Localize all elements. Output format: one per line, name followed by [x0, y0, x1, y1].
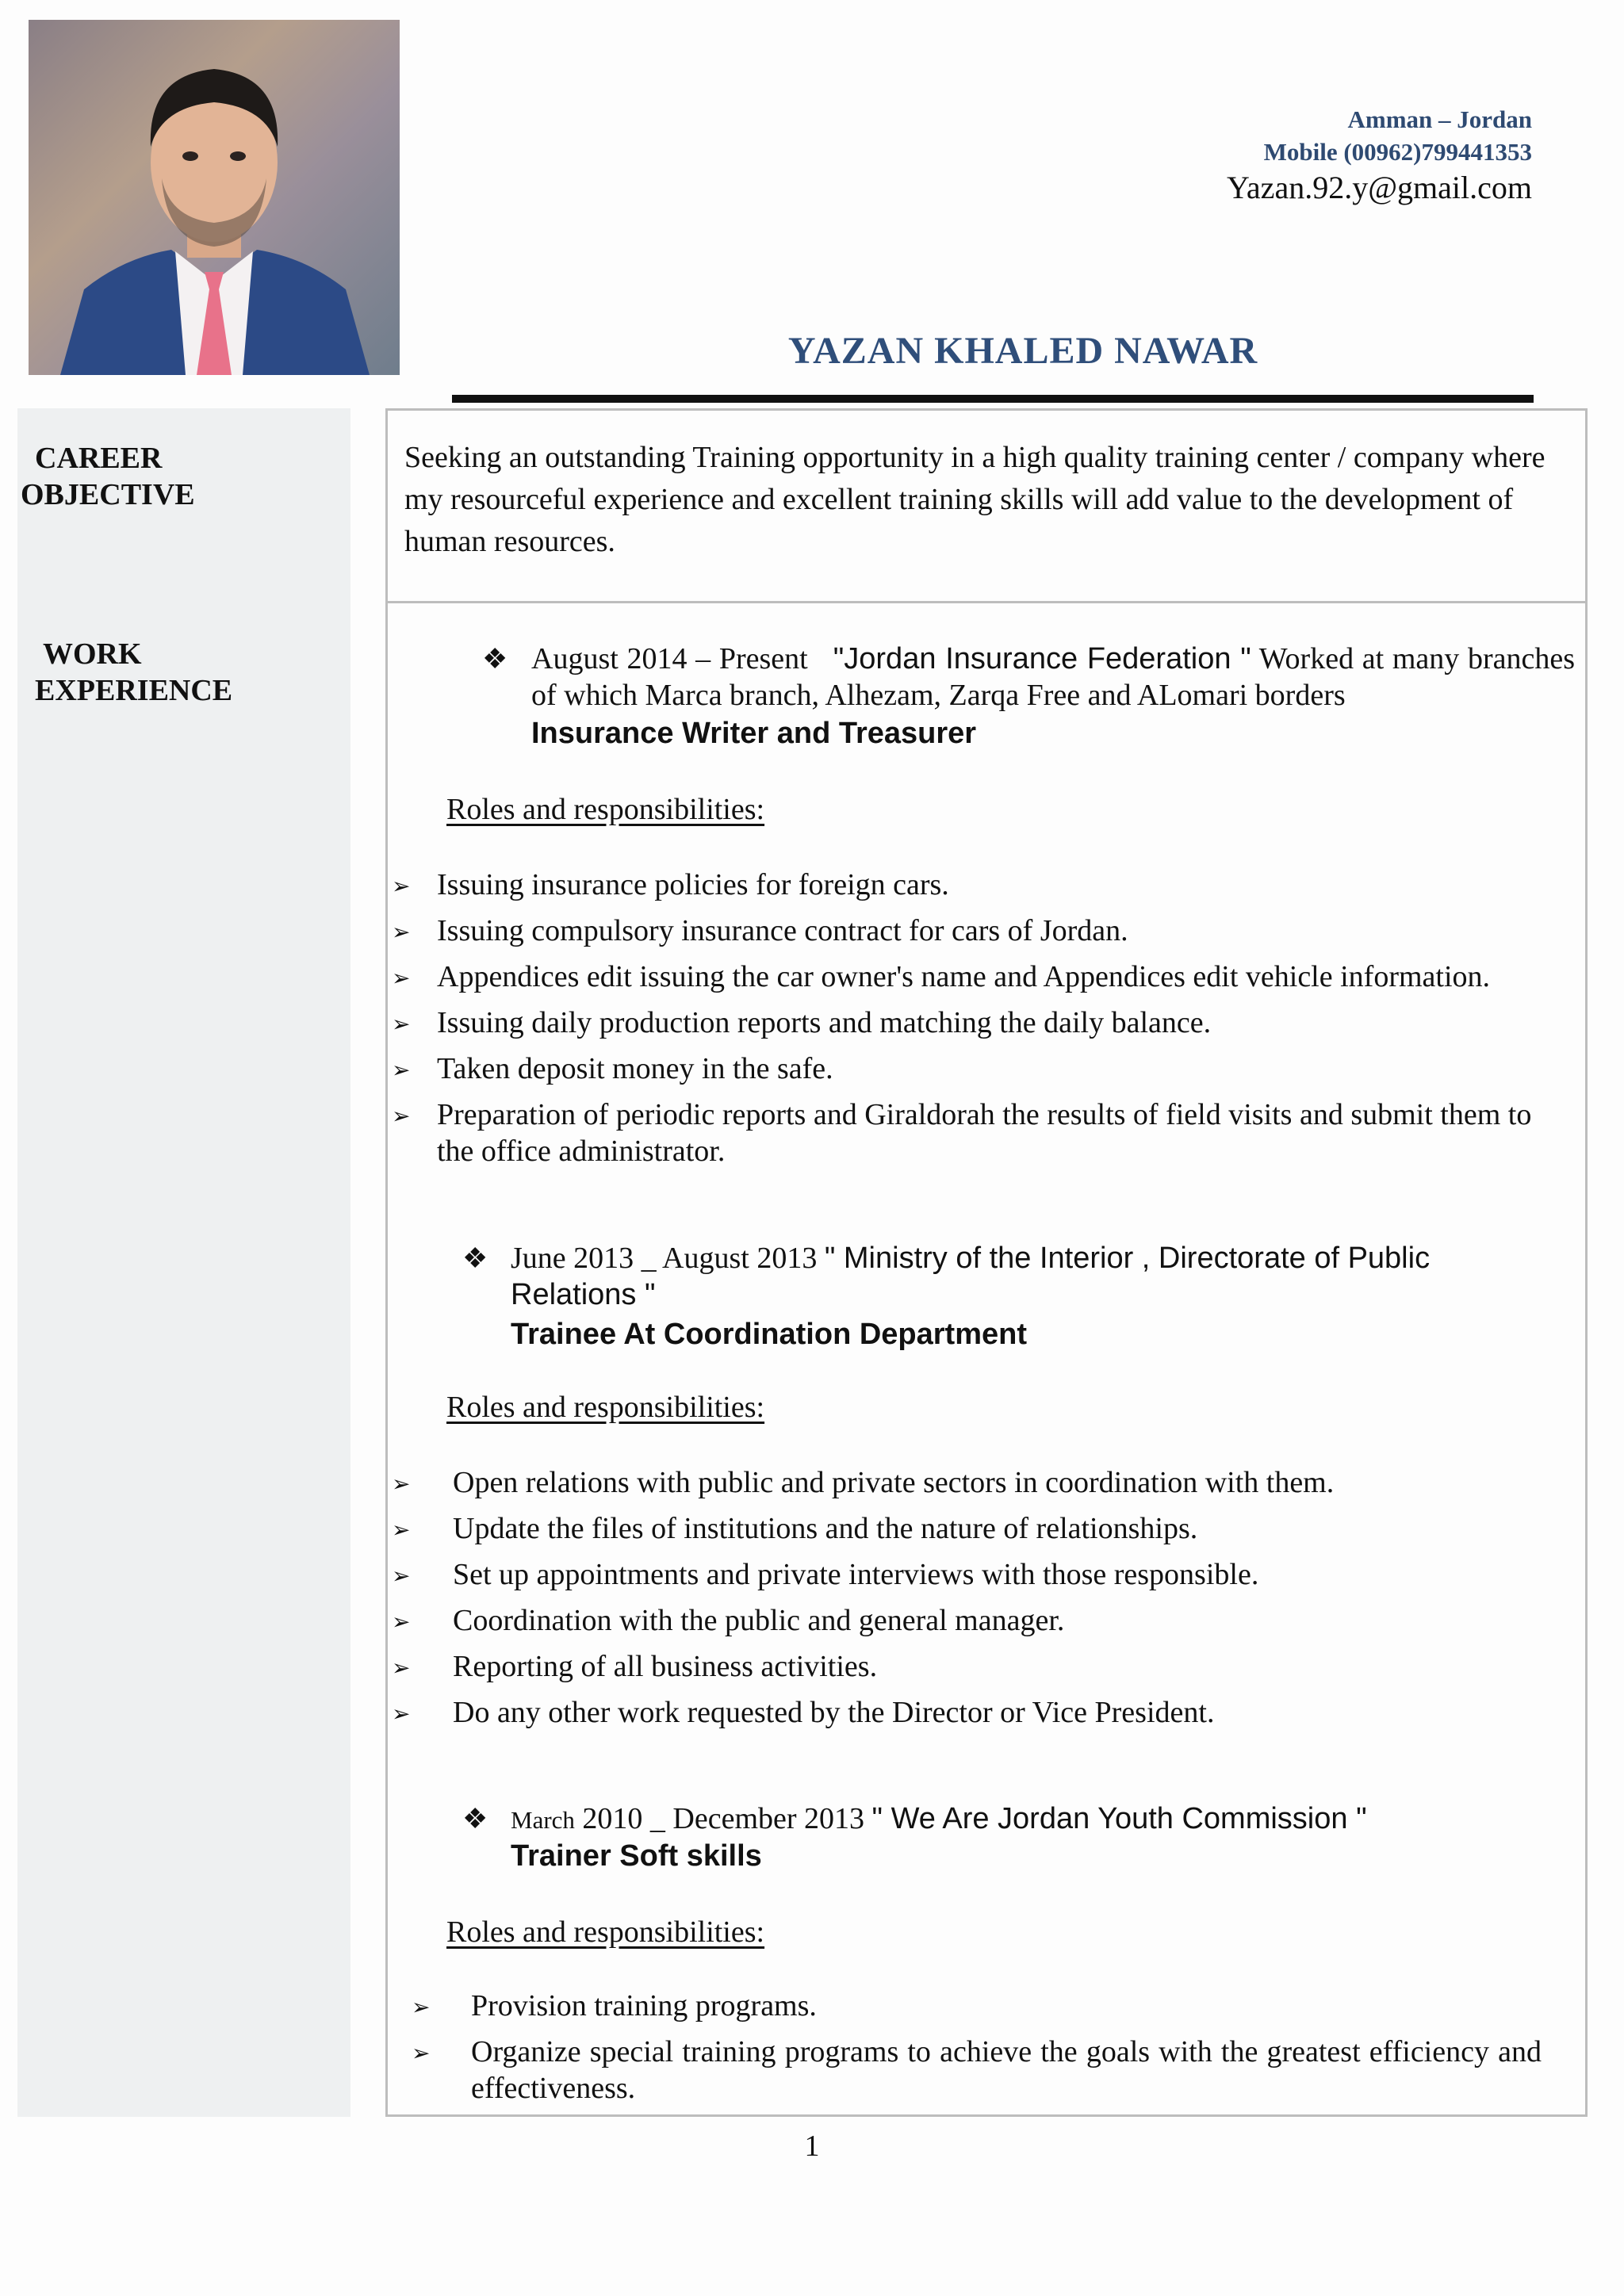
- job-2-org: " Ministry of the Interior , Directorate of Public Relations ": [511, 1242, 1431, 1311]
- list-item: ➢ Reporting of all business activities.: [392, 1648, 1534, 1685]
- person-silhouette-icon: [29, 20, 400, 375]
- list-item: ➢ Issuing daily production reports and matching the daily balance.: [392, 1004, 1534, 1041]
- arrowhead-bullet-icon: ➢: [392, 873, 411, 899]
- arrowhead-bullet-icon: ➢: [392, 1517, 411, 1543]
- list-item: ➢ Open relations with public and private sectors in coordination with them.: [392, 1464, 1534, 1501]
- diamond-bullet-icon: ❖: [462, 1803, 488, 1835]
- job-2-dates: June 2013 _ August 2013: [511, 1242, 818, 1275]
- job-2-bullets: [392, 1464, 1534, 1740]
- profile-photo: [29, 20, 400, 375]
- list-item: ➢ Set up appointments and private interviews with those responsible.: [392, 1556, 1534, 1593]
- job-3-dates: 2010 _ December 2013: [582, 1802, 865, 1835]
- arrowhead-bullet-icon: ➢: [392, 1011, 411, 1037]
- list-item: ➢ Do any other work requested by the Director or Vice President.: [392, 1694, 1534, 1731]
- arrowhead-bullet-icon: ➢: [392, 1563, 411, 1589]
- job-1-org: "Jordan Insurance Federation ": [833, 642, 1251, 675]
- job-3-org: " We Are Jordan Youth Commission ": [871, 1802, 1367, 1835]
- email-text: Yazan.92.y@gmail.com: [1227, 170, 1532, 205]
- job-3-bullets: [412, 1988, 1542, 2116]
- work-experience-label: [43, 636, 142, 672]
- job-3-header: [511, 1800, 1542, 1839]
- list-item: ➢ Preparation of periodic reports and Giraldorah the results of field visits and submit them to the office administrator.: [392, 1098, 1532, 1168]
- section-divider: [385, 601, 1588, 603]
- list-item: ➢ Update the files of institutions and the nature of relationships.: [392, 1510, 1534, 1547]
- job-3-title: Trainer Soft skills: [511, 1839, 762, 1873]
- list-item: ➢ Appendices edit issuing the car owner's name and Appendices edit vehicle information.: [392, 959, 1534, 995]
- job-3-roles-heading: Roles and responsibilities:: [446, 1915, 765, 1949]
- work-label-line1: WORK: [43, 637, 142, 671]
- career-objective-label: [35, 440, 162, 476]
- diamond-bullet-icon: ❖: [482, 643, 508, 675]
- job-2-title: Trainee At Coordination Department: [511, 1318, 1027, 1351]
- career-objective-label-2: [21, 476, 195, 513]
- objective-text: Seeking an outstanding Training opportunity in a high quality training center / company where my resourceful experience and excellent training skills will add value to the development of human resources.: [404, 441, 1545, 558]
- arrowhead-bullet-icon: ➢: [392, 1655, 411, 1681]
- work-experience-label-2: [35, 672, 232, 709]
- arrowhead-bullet-icon: ➢: [392, 1057, 411, 1083]
- location-text: Amman – Jordan: [1347, 105, 1532, 133]
- job-1-detail: Worked at many branches of which Marca branch, Alhezam, Zarqa Free and ALomari borders: [531, 642, 1576, 712]
- career-label-line1: CAREER: [35, 442, 163, 475]
- job-2-header: [511, 1240, 1542, 1313]
- arrowhead-bullet-icon: ➢: [412, 2040, 431, 2066]
- list-item: ➢ Organize special training programs to achieve the goals with the greatest efficiency and effectiveness.: [412, 2035, 1542, 2105]
- job-1-bullets: [392, 867, 1534, 1179]
- list-item: ➢ Issuing insurance policies for foreign cars.: [392, 867, 1534, 903]
- page-number: 1: [804, 2130, 820, 2163]
- arrowhead-bullet-icon: ➢: [392, 1471, 411, 1497]
- career-label-line2: OBJECTIVE: [21, 478, 195, 511]
- work-label-line2: EXPERIENCE: [35, 674, 233, 707]
- diamond-bullet-icon: ❖: [462, 1242, 488, 1274]
- job-3-dates-prefix: March: [511, 1806, 575, 1834]
- candidate-name: YAZAN KHALED NAWAR: [787, 330, 1258, 372]
- list-item: ➢ Coordination with the public and general manager.: [392, 1602, 1534, 1639]
- job-1-title: Insurance Writer and Treasurer: [531, 717, 977, 750]
- arrowhead-bullet-icon: ➢: [392, 919, 411, 945]
- list-item: ➢ Issuing compulsory insurance contract for cars of Jordan.: [392, 913, 1534, 949]
- job-1-dates: August 2014 – Present: [531, 642, 808, 675]
- arrowhead-bullet-icon: ➢: [392, 1609, 411, 1635]
- name-underline: [452, 395, 1534, 403]
- contact-block: [1227, 103, 1532, 208]
- list-item: ➢ Provision training programs.: [412, 1988, 1542, 2024]
- list-item: ➢ Taken deposit money in the safe.: [392, 1050, 1534, 1087]
- arrowhead-bullet-icon: ➢: [412, 1994, 431, 2020]
- arrowhead-bullet-icon: ➢: [392, 1103, 411, 1129]
- mobile-text: Mobile (00962)799441353: [1263, 138, 1532, 166]
- arrowhead-bullet-icon: ➢: [392, 1701, 411, 1727]
- job-1-roles-heading: Roles and responsibilities:: [446, 793, 765, 826]
- job-2-roles-heading: Roles and responsibilities:: [446, 1391, 765, 1424]
- arrowhead-bullet-icon: ➢: [392, 965, 411, 991]
- job-1-header: [531, 641, 1575, 714]
